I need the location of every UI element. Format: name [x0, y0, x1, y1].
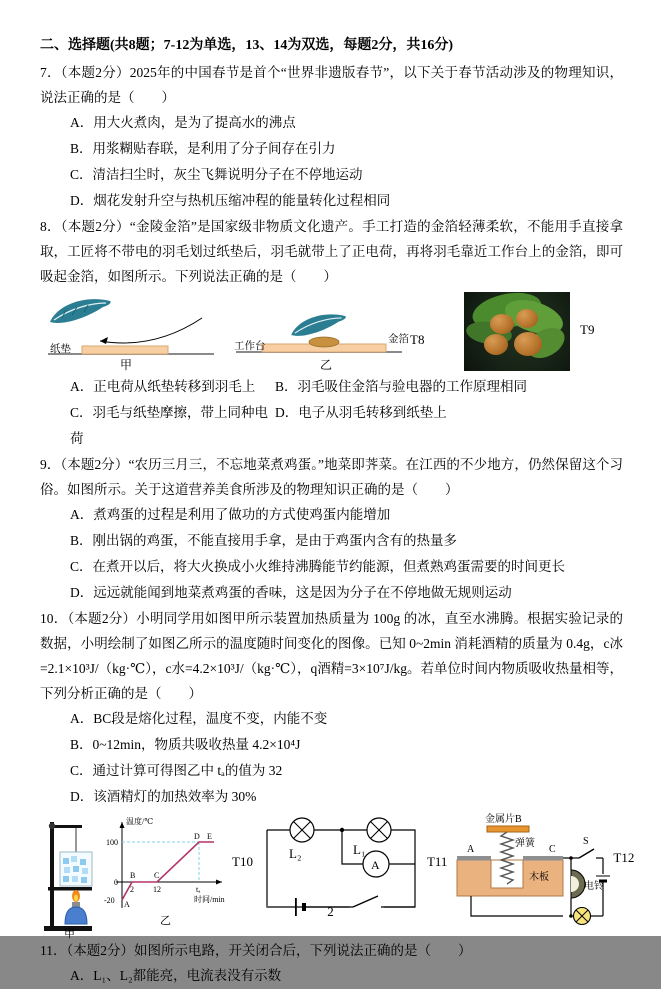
ammeter-label: A [370, 858, 380, 872]
graph-xlabel: 时间/min [194, 895, 225, 904]
q10-option-c: C．通过计算可得图乙中 tₐ的值为 32 [70, 763, 283, 778]
clamp-knob [49, 823, 55, 829]
contact-c-label: C [549, 844, 557, 855]
point-a: A [124, 900, 130, 909]
q8-stem: 8．（本题2分）“金陵金箔”是国家级非物质文化遗产。手工打造的金箔轻薄柔软，不能用手直接拿取，工匠将不带电的羽毛划过纸垫后，羽毛就带上了正电荷，再将羽毛靠近工作台上的金箔，即可吸起金箔，如图所示。下列说法正确的是（ ） [40, 219, 623, 284]
q9-option-b: B．刚出锅的鸡蛋，不能直接用手拿，是由于鸡蛋内含有的热量多 [70, 533, 458, 548]
contact-a-label: A [467, 844, 475, 855]
q8-options [40, 374, 623, 452]
tick-100: 100 [106, 838, 118, 847]
stand-ring [48, 887, 92, 891]
q10-stem: 10．（本题2分）小明同学用如图甲所示装置加热质量为 100g 的冰，直至水沸腾。根据实验记录的数据，小明绘制了如图乙所示的温度随时间变化的图像。已知 0~2min 消耗酒精的质量为 0.4g，c冰=2.1×10³J/（kg·℃），c水=4.2×10³J/（kg·℃），q酒精=3×10⁷J/kg。若单位时间内物质吸收热量相等，下列分析正确的是（ ） [40, 611, 623, 701]
lamp-l1-icon [367, 818, 391, 842]
point-c: C [154, 871, 160, 880]
q7-option-a: A．用大火煮肉，是为了提高水的沸点 [70, 115, 296, 130]
q8-figure-yi [232, 292, 432, 372]
q8-option-d: D．电子从羽毛转移到纸垫上 [275, 405, 447, 420]
board-label: 木板 [529, 872, 550, 883]
jia-label: 甲 [64, 928, 75, 940]
ammeter-icon [363, 851, 389, 877]
figure-tag-t8: T8 [410, 332, 425, 347]
q8-figure-jia [42, 292, 222, 372]
figure-tag-t10: T10 [232, 854, 253, 869]
q11-option-a: A．L₁、L₂都能亮，电流表没有示数 [70, 968, 282, 983]
paper-pad [82, 346, 168, 354]
tick-12: 12 [153, 885, 161, 894]
ice-cubes [63, 856, 88, 883]
figure-tag-t12: T12 [613, 850, 635, 865]
jia-label: 甲 [120, 358, 133, 372]
metal-plate-b [487, 826, 529, 832]
q8-option-c: C．羽毛与纸垫摩擦，带上同种电荷 [70, 405, 269, 446]
yi-label: 乙 [320, 358, 333, 372]
egg [516, 309, 538, 328]
contact-strip-a [457, 856, 491, 861]
feather-icon [291, 314, 346, 335]
figure-tag-t9: T9 [580, 322, 595, 337]
worktable-label: 工作台 [234, 341, 266, 352]
switch-label: S [583, 836, 589, 847]
q9-option-d: D．远远就能闻到地菜煮鸡蛋的香味，这是因为分子在不停地做无规则运动 [70, 585, 512, 600]
q8-figure-row [42, 292, 623, 372]
spring-label: 弹簧 [515, 838, 536, 849]
egg [514, 332, 542, 356]
q8-option-b: B．羽毛吸住金箔与验电器的工作原理相同 [275, 379, 528, 394]
q10-option-b: B．0~12min，物质共吸收热量 4.2×10⁴J [70, 737, 301, 752]
arrow-icon [100, 318, 202, 344]
q7-option-b: B．用浆糊贴春联，是利用了分子间存在引力 [70, 141, 336, 156]
lamp-l1-label: L₁ [352, 842, 366, 857]
figure-tag-t11: T11 [426, 854, 448, 869]
flame-core [74, 895, 78, 902]
section-header: 二、选择题(共8题；7-12为单选，13、14为双选，每题2分，共16分) [40, 38, 453, 53]
contact-strip-c [523, 856, 563, 861]
q10-option-d: D．该酒精灯的加热效率为 30% [70, 789, 257, 804]
point-d: D [194, 832, 200, 841]
lamp-l2-label: L₂ [288, 846, 302, 861]
q7-option-d: D．烟花发射升空与热机压缩冲程的能量转化过程相同 [70, 193, 391, 208]
lamp-l2-icon [290, 818, 314, 842]
egg [490, 314, 514, 334]
point-e: E [207, 832, 212, 841]
bell-icon [571, 870, 604, 898]
q7-option-c: C．清洁扫尘时，灰尘飞舞说明分子在不停地运动 [70, 167, 363, 182]
tick-2: 2 [130, 885, 134, 894]
q9-stem: 9．（本题2分）“农历三月三，不忘地菜煮鸡蛋。”地菜即荠菜。在江西的不少地方，仍然保留这个习俗。如图所示。关于这道营养美食所涉及的物理知识正确的是（ ） [40, 457, 623, 497]
q11-stem: 11．（本题2分）如图所示电路，开关闭合后，下列说法正确的是（ ） [40, 943, 472, 958]
metal-plate-label: 金属片B [485, 814, 523, 825]
eggs-photo [464, 292, 570, 371]
foil-label: 金箔 [388, 334, 409, 345]
page-number: 2 [327, 904, 334, 919]
graph-ylabel: 温度/℃ [126, 817, 154, 826]
q9-option-a: A．煮鸡蛋的过程是利用了做功的方式使鸡蛋内能增加 [70, 507, 391, 522]
tick-m20: -20 [104, 896, 115, 905]
feather-icon [50, 299, 111, 323]
pad-label: 纸垫 [50, 344, 71, 355]
yi-label: 乙 [160, 915, 171, 927]
q10-option-a: A．BC段是熔化过程，温度不变，内能不变 [70, 711, 328, 726]
q9-option-c: C．在煮开以后，将大火换成小火维持沸腾能节约能源，但煮熟鸡蛋需要的时间更长 [70, 559, 566, 574]
q7-stem: 7．（本题2分）2025年的中国春节是首个“世界非遗版春节”，以下关于春节活动涉及的物理知识，说法正确的是（ ） [40, 65, 623, 105]
egg [484, 334, 508, 355]
switch-icon [571, 836, 603, 858]
tick-t: tₐ [196, 885, 201, 894]
bell-label: 电铃 [584, 881, 605, 892]
gold-foil [309, 337, 339, 347]
point-b: B [130, 871, 136, 880]
q8-option-a: A．正电荷从纸垫转移到羽毛上 [70, 379, 256, 394]
tick-0: 0 [114, 878, 118, 887]
